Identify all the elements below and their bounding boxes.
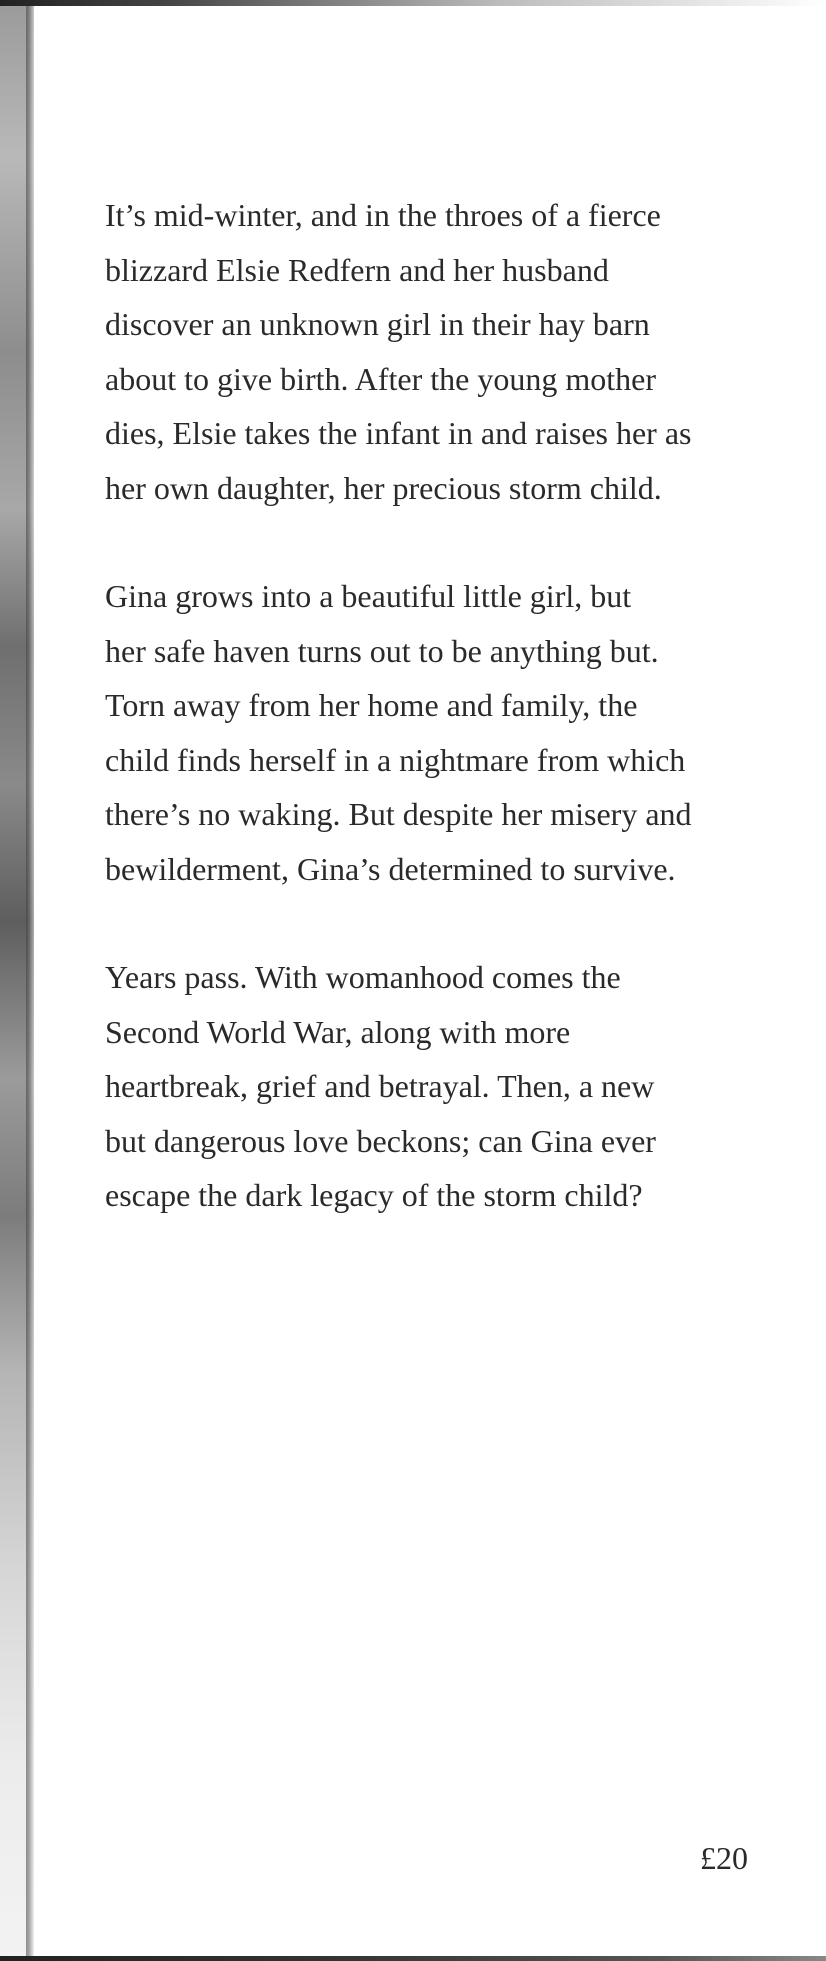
blurb-line: Second World War, along with more [105,1013,571,1050]
blurb-line: there’s no waking. But despite her misery and [105,796,692,832]
blurb-line: her safe haven turns out to be anything but. [105,632,659,669]
blurb-line: Years pass. With womanhood comes the [105,959,621,995]
blurb-line: her own daughter, her precious storm child. [105,469,662,506]
blurb-line: discover an unknown girl in their hay barn [105,306,650,342]
blurb-line: about to give birth. After the young mother [105,360,656,397]
blurb-line: dies, Elsie takes the infant in and raises her as [105,415,692,451]
blurb-line: heartbreak, grief and betrayal. Then, a new [105,1068,655,1104]
blurb-paragraph-1 [105,188,805,515]
blurb-line: Gina grows into a beautiful little girl, but [105,578,632,614]
blurb-line: It’s mid-winter, and in the throes of a fierce [105,197,661,233]
blurb-line: blizzard Elsie Redfern and her husband [105,251,609,288]
blurb-line: Torn away from her home and family, the [105,687,638,723]
bottom-scan-edge [0,1956,826,1961]
blurb-paragraph-3 [105,950,805,1223]
blurb-line: bewilderment, Gina’s determined to survive. [105,850,676,887]
price-label: £20 [700,1840,748,1876]
blurb-line: escape the dark legacy of the storm child? [105,1177,643,1213]
blurb-text [105,188,805,1277]
blurb-paragraph-2 [105,569,805,896]
blurb-line: child finds herself in a nightmare from which [105,741,686,778]
spine-shadow [26,0,34,1961]
blurb-line: but dangerous love beckons; can Gina ever [105,1122,656,1159]
top-scan-edge [0,0,826,6]
